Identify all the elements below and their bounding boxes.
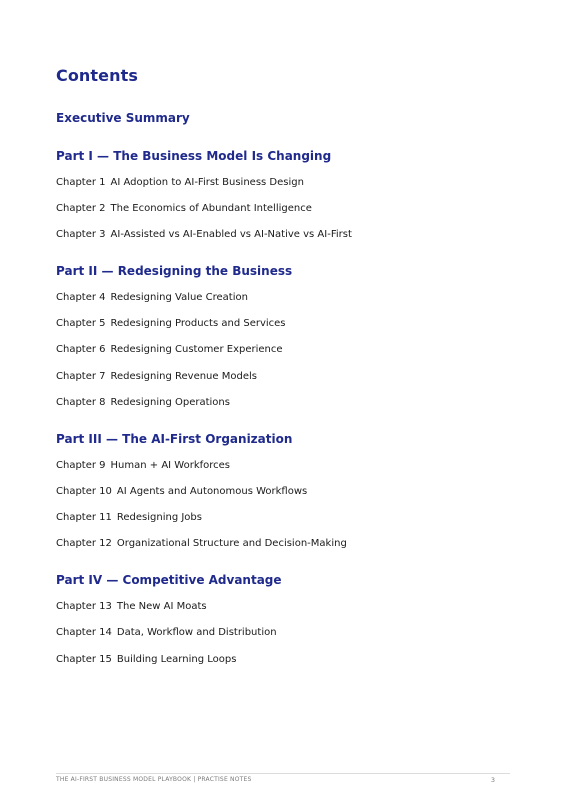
chapter-number: Chapter 3 [56, 229, 106, 240]
chapter-title: The New AI Moats [116, 601, 207, 612]
chapter-entry[interactable] [56, 229, 352, 240]
chapter-entry[interactable] [56, 397, 230, 408]
chapter-title: Human + AI Workforces [110, 460, 231, 471]
chapter-entry[interactable] [56, 512, 202, 523]
chapter-title: Data, Workflow and Distribution [116, 627, 277, 638]
chapter-entry[interactable] [56, 460, 230, 471]
chapter-number: Chapter 5 [56, 318, 106, 329]
chapter-title: Redesigning Customer Experience [110, 344, 283, 355]
chapter-title: Building Learning Loops [116, 654, 237, 665]
chapter-entry[interactable] [56, 203, 312, 214]
chapter-entry[interactable] [56, 627, 277, 638]
chapter-title: Organizational Structure and Decision-Making [116, 538, 347, 549]
chapter-number: Chapter 14 [56, 627, 112, 638]
chapter-entry[interactable] [56, 601, 207, 612]
chapter-entry[interactable] [56, 292, 248, 303]
chapter-number: Chapter 4 [56, 292, 106, 303]
chapter-title: AI Adoption to AI-First Business Design [110, 177, 304, 188]
chapter-title: AI Agents and Autonomous Workflows [116, 486, 308, 497]
chapter-entry[interactable] [56, 318, 286, 329]
chapter-title: Redesigning Revenue Models [110, 371, 257, 382]
chapter-entry[interactable] [56, 344, 283, 355]
chapter-number: Chapter 7 [56, 371, 106, 382]
footer-page-number: 3 [490, 776, 495, 784]
chapter-title: Redesigning Products and Services [110, 318, 286, 329]
footer-divider [56, 773, 510, 774]
chapter-number: Chapter 6 [56, 344, 106, 355]
chapter-title: AI-Assisted vs AI-Enabled vs AI-Native vs AI-First [110, 229, 352, 240]
chapter-number: Chapter 10 [56, 486, 112, 497]
part-heading[interactable]: Part IV — Competitive Advantage [56, 573, 282, 587]
chapter-entry[interactable] [56, 654, 236, 665]
chapter-title: Redesigning Jobs [116, 512, 202, 523]
chapter-number: Chapter 1 [56, 177, 106, 188]
chapter-number: Chapter 13 [56, 601, 112, 612]
chapter-title: The Economics of Abundant Intelligence [110, 203, 312, 214]
chapter-number: Chapter 12 [56, 538, 112, 549]
part-heading[interactable]: Part I — The Business Model Is Changing [56, 149, 332, 163]
chapter-number: Chapter 11 [56, 512, 112, 523]
chapter-entry[interactable] [56, 486, 307, 497]
chapter-number: Chapter 15 [56, 654, 112, 665]
chapter-entry[interactable] [56, 538, 347, 549]
chapter-number: Chapter 9 [56, 460, 106, 471]
page-title: Contents [56, 66, 138, 85]
section-executive-summary[interactable]: Executive Summary [56, 111, 190, 125]
chapter-entry[interactable] [56, 177, 304, 188]
chapter-entry[interactable] [56, 371, 257, 382]
chapter-number: Chapter 2 [56, 203, 106, 214]
chapter-title: Redesigning Value Creation [110, 292, 248, 303]
footer-running-title: THE AI-FIRST BUSINESS MODEL PLAYBOOK | PRACTISE NOTES [56, 776, 252, 783]
part-heading[interactable]: Part III — The AI-First Organization [56, 432, 293, 446]
chapter-title: Redesigning Operations [110, 397, 230, 408]
part-heading[interactable]: Part II — Redesigning the Business [56, 264, 293, 278]
chapter-number: Chapter 8 [56, 397, 106, 408]
